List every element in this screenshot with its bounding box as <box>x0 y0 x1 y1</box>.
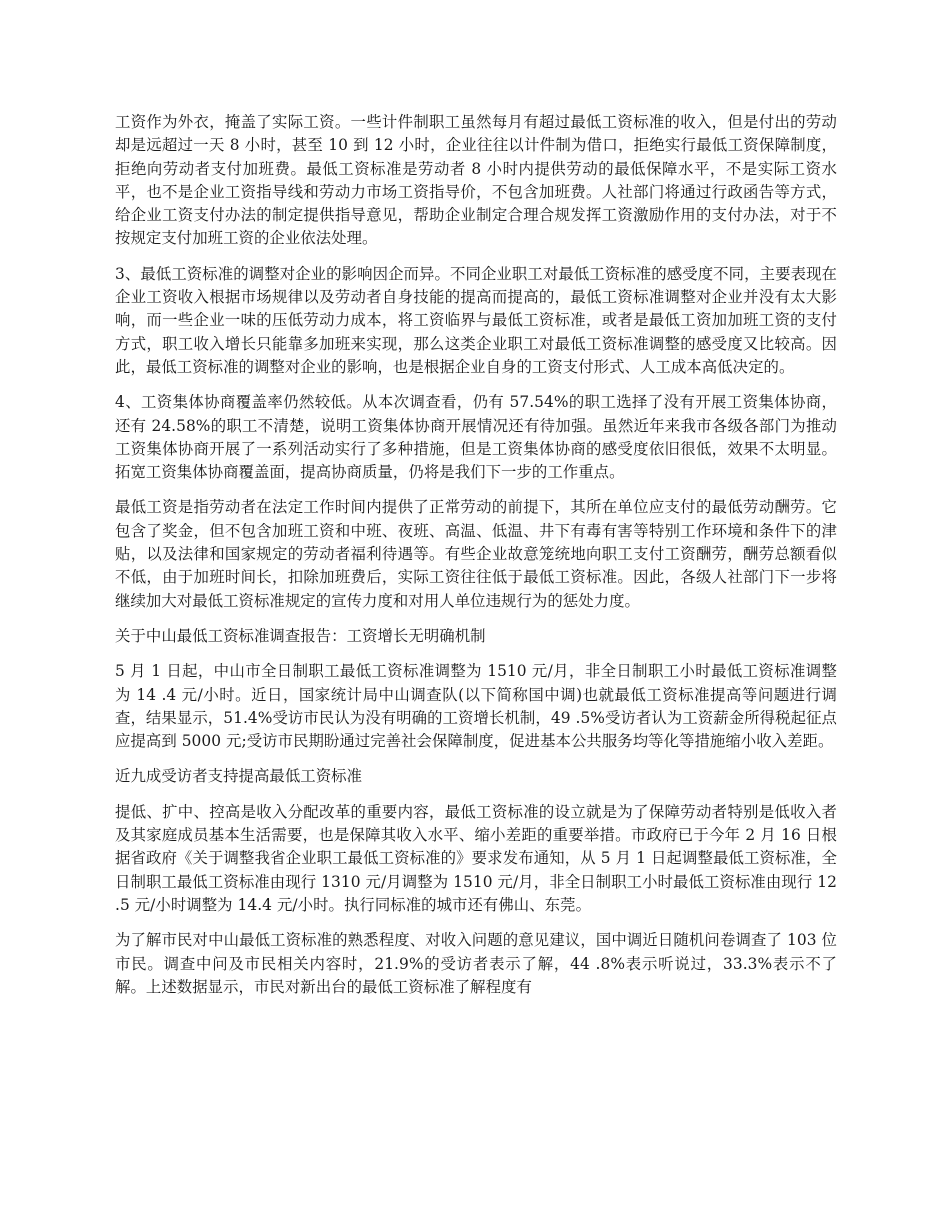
document-body <box>115 111 837 1011</box>
paragraph-may-adjustment: 5 月 1 日起，中山市全日制职工最低工资标准调整为 1510 元/月，非全日制职工小时最低工资标准调整为 14 .4 元/小时。近日，国家统计局中山调查队(以下简称国中调)也就最低工资标准提高等问题进行调查，结果显示，51.4%受访市民认为没有明确的工资增长机制，49 .5%受访者认为工资薪金所得税起征点应提高到 5000 元;受访市民期盼通过完善社会保障制度，促进基本公共服务均等化等措施缩小收入差距。 <box>115 662 837 751</box>
section-heading-survey-report: 关于中山最低工资标准调查报告：工资增长无明确机制 <box>115 626 486 645</box>
paragraph-point-4: 4、工资集体协商覆盖率仍然较低。从本次调查看，仍有 57.54%的职工选择了没有开展工资集体协商，还有 24.58%的职工不清楚，说明工资集体协商开展情况还有待加强。虽然近年来我市各级各部门为推动工资集体协商开展了一系列活动实行了多种措施，但是工资集体协商的感受度依旧很低，效果不太明显。拓宽工资集体协商覆盖面，提高协商质量，仍将是我们下一步的工作重点。 <box>115 393 837 482</box>
paragraph-survey-results: 为了解市民对中山最低工资标准的熟悉程度、对收入问题的意见建议，国中调近日随机问卷调查了 103 位市民。调查中问及市民相关内容时，21.9%的受访者表示了解，44 .8%表示听说过，33.3%表示不了解。上述数据显示，市民对新出台的最低工资标准了解程度有 <box>115 931 837 996</box>
paragraph-income-reform: 提低、扩中、控高是收入分配改革的重要内容，最低工资标准的设立就是为了保障劳动者特别是低收入者及其家庭成员基本生活需要，也是保障其收入水平、缩小差距的重要举措。市政府已于今年 2 月 16 日根据省政府《关于调整我省企业职工最低工资标准的》要求发布通知，从 5 月 1 日起调整最低工资标准，全日制职工最低工资标准由现行 1310 元/月调整为 1510 元/月，非全日制职工小时最低工资标准由现行 12 .5 元/小时调整为 14.4 元/小时。执行同标准的城市还有佛山、东莞。 <box>115 802 837 914</box>
paragraph-point-3: 3、最低工资标准的调整对企业的影响因企而异。不同企业职工对最低工资标准的感受度不同，主要表现在企业工资收入根据市场规律以及劳动者自身技能的提高而提高的，最低工资标准调整对企业并没有太大影响，而一些企业一味的压低劳动力成本，将工资临界与最低工资标准，或者是最低工资加加班工资的支付方式，职工收入增长只能靠多加班来实现，那么这类企业职工对最低工资标准调整的感受度又比较高。因此，最低工资标准的调整对企业的影响，也是根据企业自身的工资支付形式、人工成本高低决定的。 <box>115 264 837 376</box>
paragraph-wage-disguise: 工资作为外衣，掩盖了实际工资。一些计件制职工虽然每月有超过最低工资标准的收入，但是付出的劳动却是远超过一天 8 小时，甚至 10 到 12 小时，企业往往以计件制为借口，拒绝实行最低工资保障制度，拒绝向劳动者支付加班费。最低工资标准是劳动者 8 小时内提供劳动的最低保障水平，不是实际工资水平，也不是企业工资指导线和劳动力市场工资指导价，不包含加班费。人社部门将通过行政函告等方式，给企业工资支付办法的制定提供指导意见，帮助企业制定合理合规发挥工资激励作用的支付办法，对于不按规定支付加班工资的企业依法处理。 <box>115 113 837 248</box>
paragraph-minimum-wage-definition: 最低工资是指劳动者在法定工作时间内提供了正常劳动的前提下，其所在单位应支付的最低劳动酬劳。它包含了奖金，但不包含加班工资和中班、夜班、高温、低温、井下有毒有害等特别工作环境和条件下的津贴，以及法律和国家规定的劳动者福利待遇等。有些企业故意笼统地向职工支付工资酬劳，酬劳总额看似不低，由于加班时间长，扣除加班费后，实际工资往往低于最低工资标准。因此，各级人社部门下一步将继续加大对最低工资标准规定的宣传力度和对用人单位违规行为的惩处力度。 <box>115 498 837 610</box>
section-heading-support: 近九成受访者支持提高最低工资标准 <box>115 767 363 786</box>
